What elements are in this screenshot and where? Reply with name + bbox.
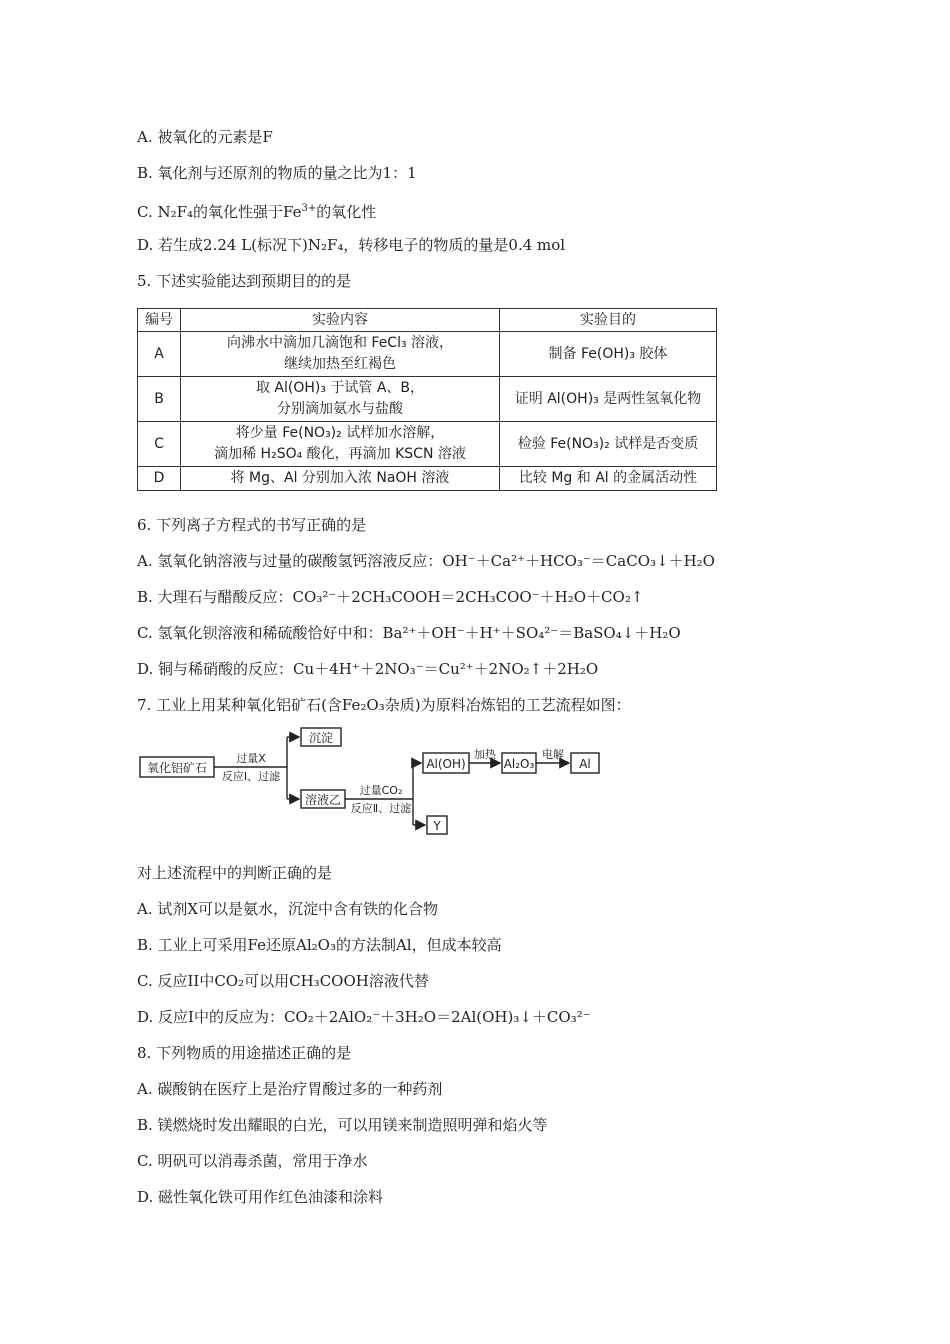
q7-option-a: A. 试剂X可以是氨水，沉淀中含有铁的化合物 [137, 900, 439, 918]
table-row [138, 332, 717, 377]
reagent1-label: 过量X [236, 752, 266, 765]
q8-stem: 8. 下列物质的用途描述正确的是 [137, 1044, 352, 1062]
al-label: Al [579, 757, 591, 771]
table-row [138, 467, 717, 491]
process-flow-diagram [137, 720, 607, 840]
reaction1-label: 反应Ⅰ、过滤 [221, 770, 281, 783]
q4-option-c [137, 199, 376, 222]
precipitate-label: 沉淀 [308, 731, 334, 745]
q7-option-b: B. 工业上可采用Fe还原Al₂O₃的方法制Al，但成本较高 [137, 936, 502, 954]
q4-option-c-sup: 3+ [301, 203, 317, 214]
row-content-line: 取 Al(OH)₃ 于试管 A、B， [255, 380, 425, 396]
row-content [181, 332, 500, 377]
row-purpose: 检验 Fe(NO₃)₂ 试样是否变质 [500, 422, 717, 467]
q6-option-d: D. 铜与稀硝酸的反应：Cu＋4H⁺＋2NO₃⁻＝Cu²⁺＋2NO₂↑＋2H₂O [137, 660, 599, 678]
experiment-table [137, 308, 717, 491]
row-id: B [138, 377, 181, 422]
aloh3-label: Al(OH) [426, 757, 466, 771]
row-id: C [138, 422, 181, 467]
q7-option-d: D. 反应I中的反应为：CO₂＋2AlO₂⁻＋3H₂O＝2Al(OH)₃↓＋CO₃²⁻ [137, 1008, 591, 1026]
row-content [181, 377, 500, 422]
row-content-line: 向沸水中滴加几滴饱和 FeCl₃ 溶液， [226, 335, 454, 351]
y-label: Y [433, 819, 441, 833]
row-content [181, 422, 500, 467]
q4-option-b: B. 氧化剂与还原剂的物质的量之比为1：1 [137, 164, 417, 182]
table-header-row [138, 309, 717, 332]
q7-judge: 对上述流程中的判断正确的是 [137, 864, 333, 882]
q8-option-b: B. 镁燃烧时发出耀眼的白光，可以用镁来制造照明弹和焰火等 [137, 1116, 548, 1134]
q8-option-c: C. 明矾可以消毒杀菌，常用于净水 [137, 1152, 368, 1170]
table-row [138, 422, 717, 467]
row-content-line: 滴加稀 H₂SO₄ 酸化，再滴加 KSCN 溶液 [214, 446, 466, 462]
q4-option-d: D. 若生成2.24 L(标况下)N₂F₄，转移电子的物质的量是0.4 mol [137, 236, 566, 254]
header-purpose: 实验目的 [500, 309, 717, 332]
ore-label: 氧化铝矿石 [146, 761, 208, 775]
header-id: 编号 [138, 309, 181, 332]
row-content-line: 继续加热至红褐色 [284, 356, 396, 372]
reaction2-label: 反应Ⅱ、过滤 [350, 802, 412, 815]
row-content-line: 分别滴加氨水与盐酸 [277, 401, 403, 417]
electrolysis-label: 电解 [542, 748, 564, 761]
q6-option-c: C. 氢氧化钡溶液和稀硫酸恰好中和：Ba²⁺＋OH⁻＋H⁺＋SO₄²⁻＝BaSO₄↓＋H₂O [137, 624, 681, 642]
q7-stem: 7. 工业上用某种氧化铝矿石(含Fe₂O₃杂质)为原料冶炼铝的工艺流程如图： [137, 696, 631, 714]
al2o3-label: Al₂O₃ [503, 757, 535, 771]
q8-option-d: D. 磁性氧化铁可用作红色油漆和涂料 [137, 1188, 384, 1206]
row-id: D [138, 467, 181, 491]
row-id: A [138, 332, 181, 377]
q4-option-a: A. 被氧化的元素是F [137, 128, 273, 146]
row-content-line: 将少量 Fe(NO₃)₂ 试样加水溶解， [235, 425, 445, 441]
row-content-line: 将 Mg、Al 分别加入浓 NaOH 溶液 [230, 470, 450, 486]
q6-stem: 6. 下列离子方程式的书写正确的是 [137, 516, 367, 534]
header-content: 实验内容 [181, 309, 500, 332]
q5-stem: 5. 下述实验能达到预期目的的是 [137, 272, 352, 290]
solution-label: 溶液乙 [304, 793, 342, 807]
table-row [138, 377, 717, 422]
q8-option-a: A. 碳酸钠在医疗上是治疗胃酸过多的一种药剂 [137, 1080, 443, 1098]
reagent2-label: 过量CO₂ [359, 784, 403, 797]
row-purpose: 制备 Fe(OH)₃ 胶体 [500, 332, 717, 377]
q7-option-c: C. 反应II中CO₂可以用CH₃COOH溶液代替 [137, 972, 429, 990]
q6-option-b: B. 大理石与醋酸反应：CO₃²⁻＋2CH₃COOH＝2CH₃COO⁻＋H₂O＋CO₂↑ [137, 588, 644, 606]
row-content [181, 467, 500, 491]
q6-option-a: A. 氢氧化钠溶液与过量的碳酸氢钙溶液反应：OH⁻＋Ca²⁺＋HCO₃⁻＝CaCO₃↓＋H₂O [137, 552, 715, 570]
q4-option-c-pre: C. N₂F₄的氧化性强于Fe [137, 203, 302, 221]
heat-label: 加热 [474, 748, 496, 761]
row-purpose: 证明 Al(OH)₃ 是两性氢氧化物 [500, 377, 717, 422]
q4-option-c-post: 的氧化性 [316, 203, 377, 221]
row-purpose: 比较 Mg 和 Al 的金属活动性 [500, 467, 717, 491]
